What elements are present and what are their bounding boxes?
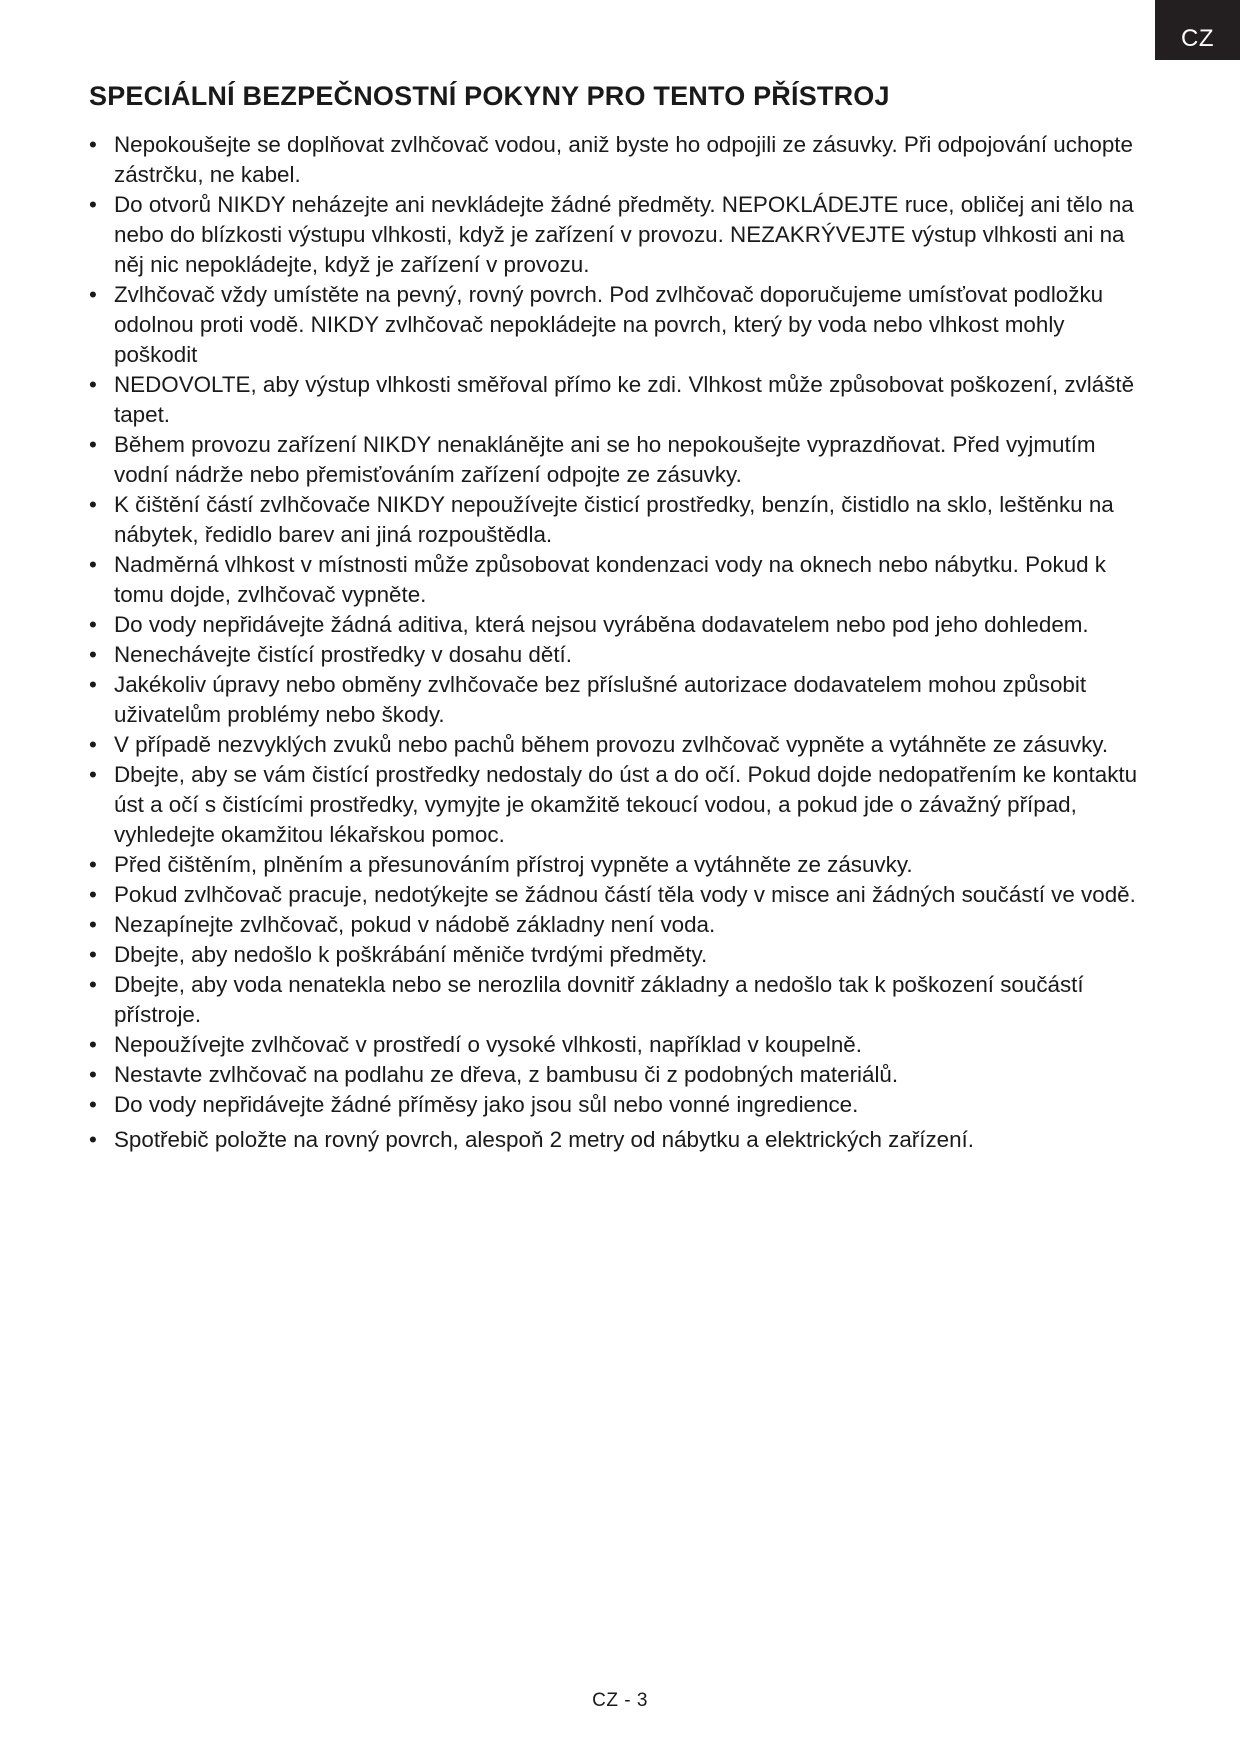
page-title: SPECIÁLNÍ BEZPEČNOSTNÍ POKYNY PRO TENTO PŘÍSTROJ: [89, 81, 890, 111]
list-item: • Před čištěním, plněním a přesunováním přístroj vypněte a vytáhněte ze zásuvky.: [89, 850, 1149, 880]
list-item: • Dbejte, aby voda nenatekla nebo se nerozlila dovnitř základny a nedošlo tak k poškození součástí přístroje.: [89, 970, 1149, 1030]
list-item: • K čištění částí zvlhčovače NIKDY nepoužívejte čisticí prostředky, benzín, čistidlo na sklo, leštěnku na nábytek, ředidlo barev ani jiná rozpouštědla.: [89, 490, 1149, 550]
list-item: • Nezapínejte zvlhčovač, pokud v nádobě základny není voda.: [89, 910, 1149, 940]
list-item: • Do vody nepřidávejte žádná aditiva, která nejsou vyráběna dodavatelem nebo pod jeho dohledem.: [89, 610, 1149, 640]
list-item: • Pokud zvlhčovač pracuje, nedotýkejte se žádnou částí těla vody v misce ani žádných součástí ve vodě.: [89, 880, 1149, 910]
list-item: • Během provozu zařízení NIKDY nenaklánějte ani se ho nepokoušejte vyprazdňovat. Před vyjmutím vodní nádrže nebo přemisťováním zařízení odpojte ze zásuvky.: [89, 430, 1149, 490]
list-item: • Spotřebič položte na rovný povrch, alespoň 2 metry od nábytku a elektrických zařízení.: [89, 1125, 1149, 1155]
list-item: • Nepokoušejte se doplňovat zvlhčovač vodou, aniž byste ho odpojili ze zásuvky. Při odpojování uchopte zástrčku, ne kabel.: [89, 130, 1149, 190]
page-number: CZ - 3: [592, 1690, 648, 1711]
list-item: • Dbejte, aby se vám čistící prostředky nedostaly do úst a do očí. Pokud dojde nedopatřením ke kontaktu úst a očí s čistícími prostředky, vymyjte je okamžitě tekoucí vodou, a pokud jde o závažný případ, vyhledejte okamžitou lékařskou pomoc.: [89, 760, 1149, 850]
list-item: • Nestavte zvlhčovač na podlahu ze dřeva, z bambusu či z podobných materiálů.: [89, 1060, 1149, 1090]
list-item: • Do vody nepřidávejte žádné příměsy jako jsou sůl nebo vonné ingredience.: [89, 1090, 1149, 1120]
list-item: • Jakékoliv úpravy nebo obměny zvlhčovače bez příslušné autorizace dodavatelem mohou způsobit uživatelům problémy nebo škody.: [89, 670, 1149, 730]
list-item: • Nepoužívejte zvlhčovač v prostředí o vysoké vlhkosti, například v koupelně.: [89, 1030, 1149, 1060]
language-tab: [1155, 0, 1240, 60]
list-item: • Zvlhčovač vždy umístěte na pevný, rovný povrch. Pod zvlhčovač doporučujeme umísťovat podložku odolnou proti vodě. NIKDY zvlhčovač nepokládejte na povrch, který by voda nebo vlhkost mohly poškodit: [89, 280, 1149, 370]
list-item: • V případě nezvyklých zvuků nebo pachů během provozu zvlhčovač vypněte a vytáhněte ze zásuvky.: [89, 730, 1149, 760]
safety-instructions-list: [89, 130, 1149, 1155]
page-content: [89, 80, 1149, 1155]
list-item: • Dbejte, aby nedošlo k poškrábání měniče tvrdými předměty.: [89, 940, 1149, 970]
list-item: • Nenechávejte čistící prostředky v dosahu dětí.: [89, 640, 1149, 670]
language-label: CZ: [1181, 25, 1214, 52]
list-item: • Do otvorů NIKDY neházejte ani nevkládejte žádné předměty. NEPOKLÁDEJTE ruce, obličej ani tělo na nebo do blízkosti výstupu vlhkosti, když je zařízení v provozu. NEZAKRÝVEJTE výstup vlhkosti ani na něj nic nepokládejte, když je zařízení v provozu.: [89, 190, 1149, 280]
list-item: • NEDOVOLTE, aby výstup vlhkosti směřoval přímo ke zdi. Vlhkost může způsobovat poškození, zvláště tapet.: [89, 370, 1149, 430]
list-item: • Nadměrná vlhkost v místnosti může způsobovat kondenzaci vody na oknech nebo nábytku. Pokud k tomu dojde, zvlhčovač vypněte.: [89, 550, 1149, 610]
